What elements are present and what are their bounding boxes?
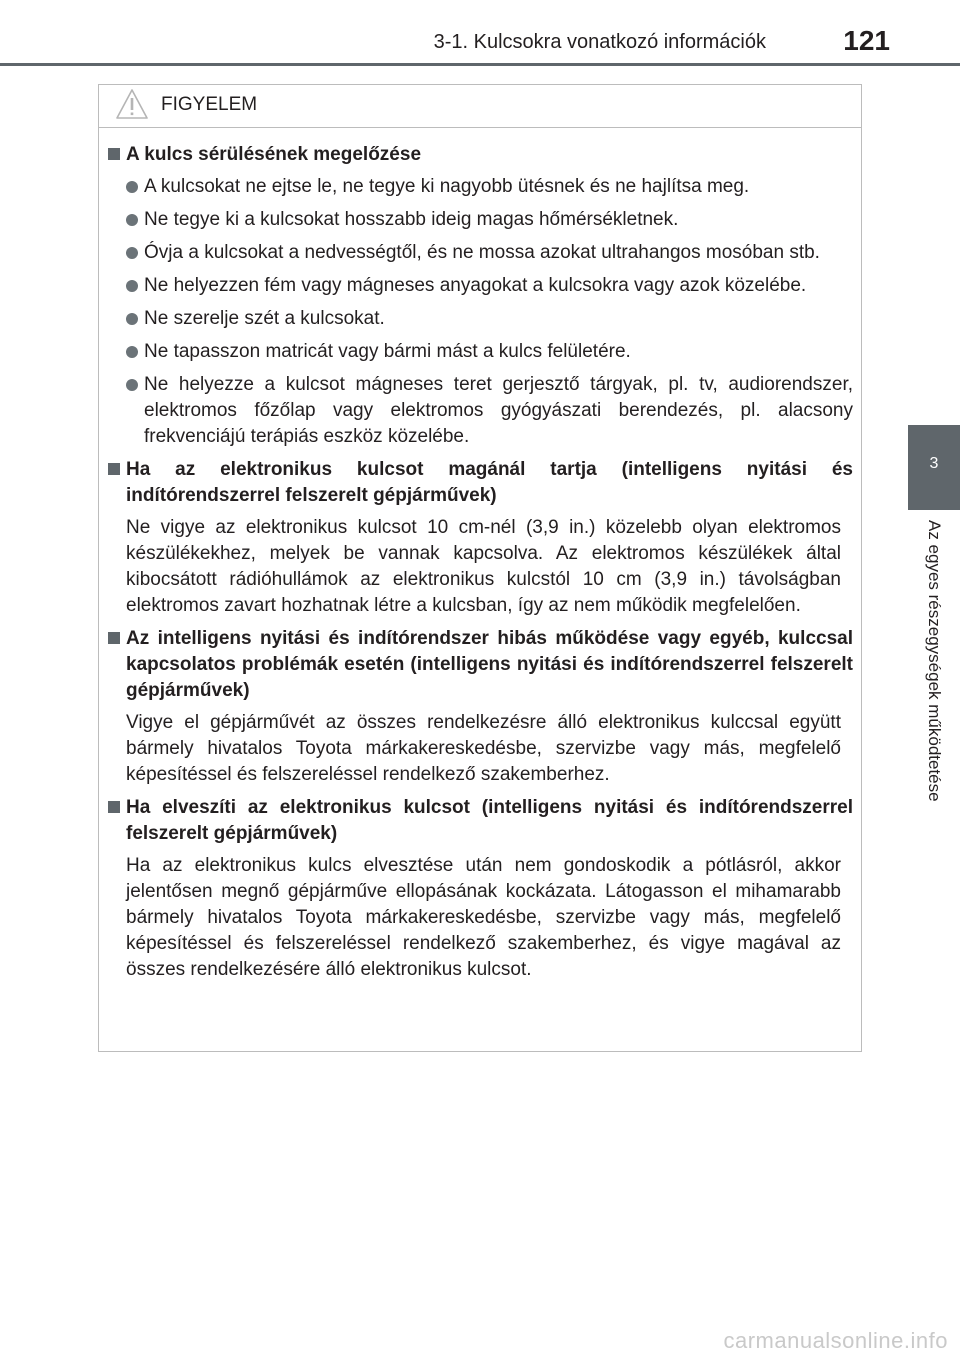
section-paragraph: Vigye el gépjárművét az összes rendelkezésre álló elektronikus kulccsal együtt bármely hivatalos Toyota márkakereskedésbe, szervizbe vagy más, megfelelő képesítéssel és felszereléssel rendelkező szakemberhez. — [126, 712, 841, 785]
square-bullet-icon — [108, 801, 120, 813]
bullet-dot-icon — [126, 280, 138, 292]
bullet-dot-icon — [126, 214, 138, 226]
page-number: 121 — [843, 25, 890, 56]
section-heading — [108, 626, 853, 704]
list-item-text: Ne helyezze a kulcsot mágneses teret gerjesztő tárgyak, pl. tv, audiorendszer, elektromos főzőlap vagy elektromos gyógyászati berendezés, pl. alacsony frekvenciájú terápiás eszköz közelébe. — [144, 374, 853, 447]
list-item — [108, 273, 853, 299]
warning-body — [99, 128, 861, 983]
bullet-dot-icon — [126, 313, 138, 325]
page-header — [0, 0, 960, 68]
square-bullet-icon — [108, 148, 120, 160]
header-rule — [0, 63, 960, 66]
list-item-text: Ne szerelje szét a kulcsokat. — [144, 308, 385, 329]
bullet-dot-icon — [126, 346, 138, 358]
square-bullet-icon — [108, 632, 120, 644]
warning-label: FIGYELEM — [161, 94, 258, 115]
section-key-damage — [108, 142, 853, 450]
warning-box — [98, 84, 862, 1052]
list-item-text: Ne helyezzen fém vagy mágneses anyagokat a kulcsokra vagy azok közelébe. — [144, 275, 807, 296]
section-heading-text: Az intelligens nyitási és indítórendszer hibás működése vagy egyéb, kulccsal kapcsolatos problémák esetén (intelligens nyitási és indítórendszerrel felszerelt gépjárművek) — [126, 628, 853, 701]
list-item — [108, 207, 853, 233]
chapter-tab — [908, 425, 960, 510]
bullet-dot-icon — [126, 379, 138, 391]
list-item-text: Óvja a kulcsokat a nedvességtől, és ne mossa azokat ultrahangos mosóban stb. — [144, 242, 820, 263]
list-item — [108, 372, 853, 450]
section-paragraph: Ne vigye az elektronikus kulcsot 10 cm-nél (3,9 in.) közelebb olyan elektromos készülékekhez, melyek be vannak kapcsolva. Az elektromos készülékek által kibocsátott rádióhullámok az elektronikus kulcstól 10 cm (3,9 in.) távolságban elektromos zavart hozhatnak létre a kulcsban, így az nem működik megfelelően. — [126, 517, 841, 616]
chapter-tab-number: 3 — [929, 455, 939, 472]
warning-triangle-icon — [115, 88, 149, 120]
list-item — [108, 240, 853, 266]
warning-header — [99, 85, 861, 128]
square-bullet-icon — [108, 463, 120, 475]
list-item — [108, 339, 853, 365]
section-lost-key — [108, 795, 853, 983]
chapter-title: 3-1. Kulcsokra vonatkozó információk — [433, 31, 766, 53]
section-heading — [108, 795, 853, 847]
section-carrying-key — [108, 457, 853, 619]
list-item — [108, 306, 853, 332]
section-heading — [108, 457, 853, 509]
section-malfunction — [108, 626, 853, 788]
list-item — [108, 174, 853, 200]
list-item-text: Ne tapasszon matricát vagy bármi mást a kulcs felületére. — [144, 341, 631, 362]
section-heading — [108, 142, 853, 168]
section-heading-text: Ha az elektronikus kulcsot magánál tartja (intelligens nyitási és indítórendszerrel felszerelt gépjárművek) — [126, 459, 853, 506]
watermark: carmanualsonline.info — [723, 1328, 948, 1353]
section-heading-text: A kulcs sérülésének megelőzése — [126, 144, 422, 165]
list-item-text: Ne tegye ki a kulcsokat hosszabb ideig magas hőmérsékletnek. — [144, 209, 679, 230]
bullet-dot-icon — [126, 181, 138, 193]
section-paragraph: Ha az elektronikus kulcs elvesztése után nem gondoskodik a pótlásról, akkor jelentősen megnő gépjárműve ellopásának kockázata. Látogasson el mihamarabb bármely hivatalos Toyota márkakereskedésbe, szervizbe vagy más, megfelelő képesítéssel és felszereléssel rendelkező szakemberhez, és vigye magával az összes rendelkezésére álló elektronikus kulcsot. — [126, 855, 841, 980]
chapter-side-text: Az egyes részegységek működtetése — [925, 520, 944, 802]
section-heading-text: Ha elveszíti az elektronikus kulcsot (intelligens nyitási és indítórendszerrel felszerelt gépjárművek) — [126, 797, 853, 844]
bullet-dot-icon — [126, 247, 138, 259]
list-item-text: A kulcsokat ne ejtse le, ne tegye ki nagyobb ütésnek és ne hajlítsa meg. — [144, 176, 750, 197]
